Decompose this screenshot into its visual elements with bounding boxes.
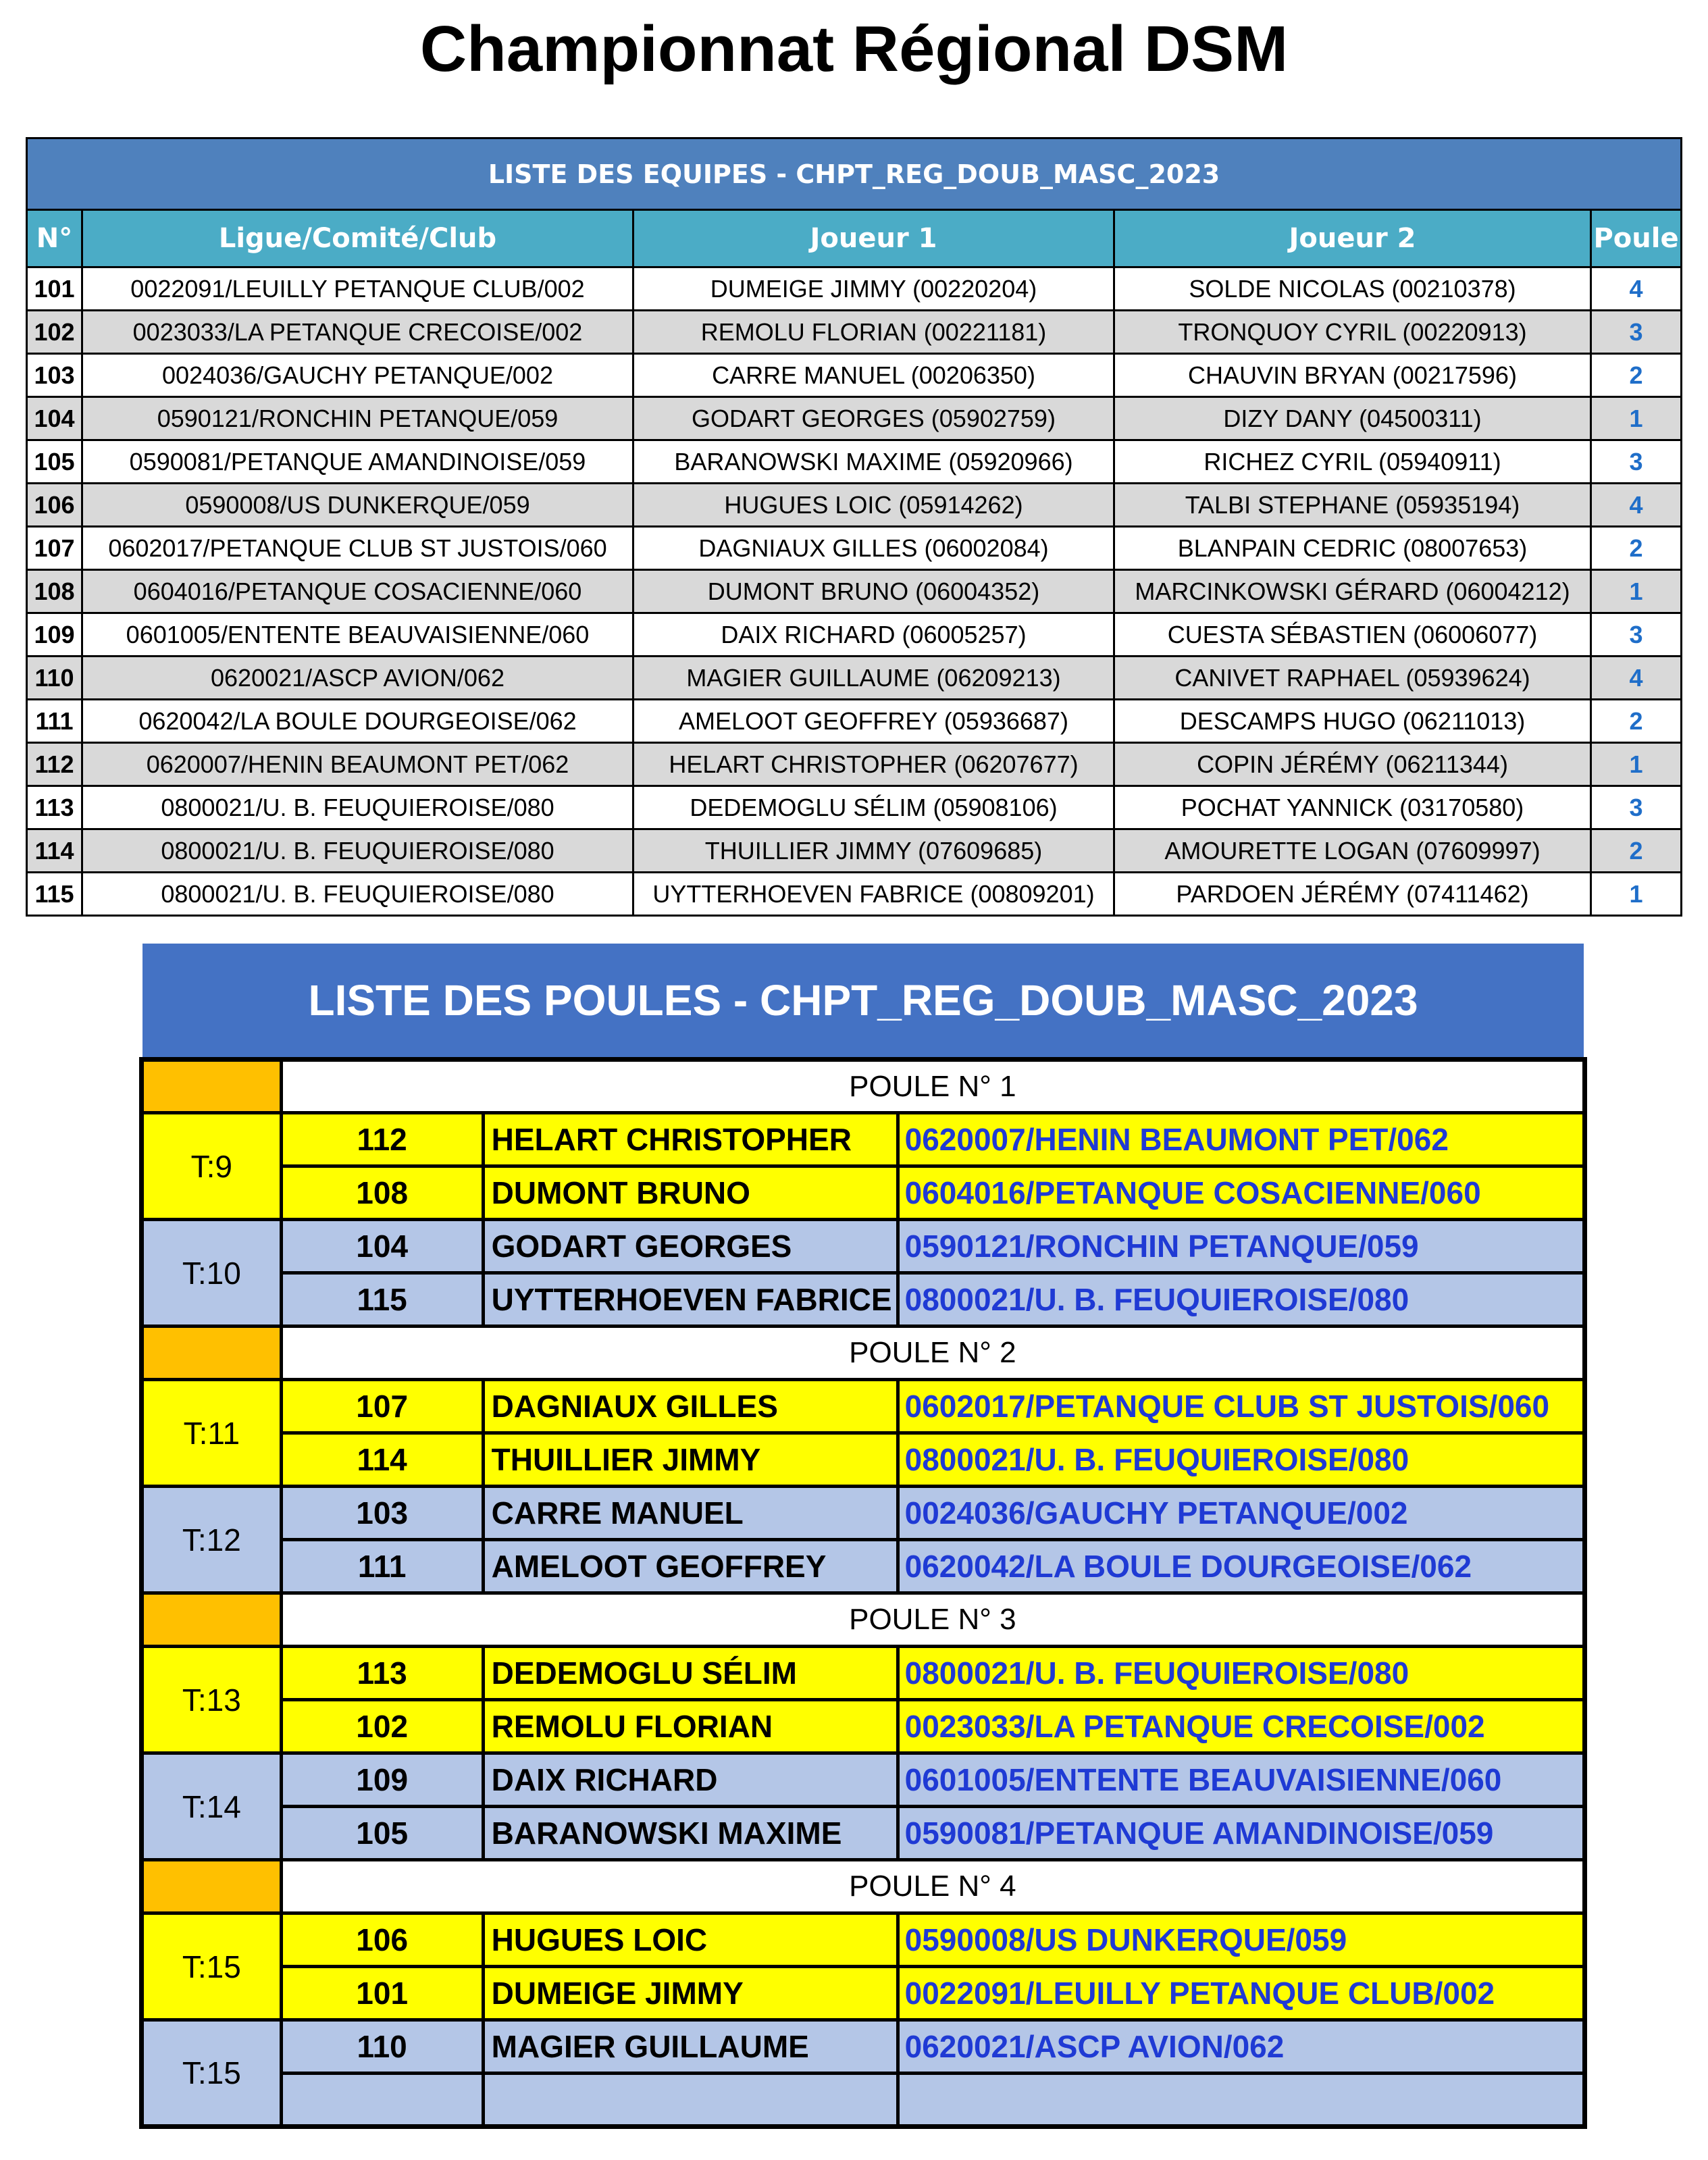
team-club: 0590121/RONCHIN PETANQUE/059 xyxy=(898,1220,1584,1273)
team-num: 109 xyxy=(281,1753,483,1807)
team-num: 114 xyxy=(27,829,82,873)
team-num: 115 xyxy=(281,1273,483,1327)
poules-table xyxy=(139,1057,1587,2129)
team-club: 0601005/ENTENTE BEAUVAISIENNE/060 xyxy=(898,1753,1584,1807)
team-num: 106 xyxy=(281,1913,483,1967)
table-assignment: T:14 xyxy=(142,1753,282,1860)
team-name: MAGIER GUILLAUME xyxy=(483,2020,898,2074)
player-1: UYTTERHOEVEN FABRICE (00809201) xyxy=(633,873,1114,916)
team-name: GODART GEORGES xyxy=(483,1220,898,1273)
team-poule: 3 xyxy=(1591,440,1682,484)
team-num: 113 xyxy=(27,786,82,829)
list-item xyxy=(142,1113,1585,1166)
team-num: 102 xyxy=(281,1700,483,1753)
team-poule: 1 xyxy=(1591,873,1682,916)
player-1: DAGNIAUX GILLES (06002084) xyxy=(633,527,1114,570)
team-num: 108 xyxy=(281,1166,483,1220)
team-num: 101 xyxy=(27,267,82,311)
list-item xyxy=(142,1913,1585,1967)
team-name: DUMONT BRUNO xyxy=(483,1166,898,1220)
header-num: N° xyxy=(27,210,82,267)
team-club: 0590081/PETANQUE AMANDINOISE/059 xyxy=(898,1807,1584,1860)
list-item xyxy=(142,1487,1585,1540)
player-2: CHAUVIN BRYAN (00217596) xyxy=(1114,354,1591,397)
team-poule: 1 xyxy=(1591,743,1682,786)
team-name: HELART CHRISTOPHER xyxy=(483,1113,898,1166)
team-name: CARRE MANUEL xyxy=(483,1487,898,1540)
player-2: DESCAMPS HUGO (06211013) xyxy=(1114,700,1591,743)
team-num xyxy=(281,2074,483,2127)
team-club: 0602017/PETANQUE CLUB ST JUSTOIS/060 xyxy=(82,527,633,570)
player-2: TALBI STEPHANE (05935194) xyxy=(1114,484,1591,527)
player-2: PARDOEN JÉRÉMY (07411462) xyxy=(1114,873,1591,916)
table-row xyxy=(27,267,1682,311)
team-num: 102 xyxy=(27,311,82,354)
table-row xyxy=(27,484,1682,527)
team-poule: 3 xyxy=(1591,311,1682,354)
team-club: 0602017/PETANQUE CLUB ST JUSTOIS/060 xyxy=(898,1380,1584,1433)
team-name: THUILLIER JIMMY xyxy=(483,1433,898,1487)
team-club: 0590008/US DUNKERQUE/059 xyxy=(82,484,633,527)
player-1: THUILLIER JIMMY (07609685) xyxy=(633,829,1114,873)
list-item xyxy=(142,1647,1585,1700)
team-club: 0024036/GAUCHY PETANQUE/002 xyxy=(82,354,633,397)
table-row xyxy=(27,397,1682,440)
team-num: 110 xyxy=(281,2020,483,2074)
list-item xyxy=(142,1753,1585,1807)
player-1: BARANOWSKI MAXIME (05920966) xyxy=(633,440,1114,484)
player-1: DAIX RICHARD (06005257) xyxy=(633,613,1114,657)
teams-table-title: LISTE DES EQUIPES - CHPT_REG_DOUB_MASC_2023 xyxy=(27,138,1682,210)
team-club: 0620007/HENIN BEAUMONT PET/062 xyxy=(82,743,633,786)
team-club: 0604016/PETANQUE COSACIENNE/060 xyxy=(82,570,633,613)
team-club: 0620021/ASCP AVION/062 xyxy=(82,657,633,700)
list-item xyxy=(142,1967,1585,2020)
list-item xyxy=(142,1273,1585,1327)
table-row xyxy=(27,570,1682,613)
team-num: 101 xyxy=(281,1967,483,2020)
player-1: MAGIER GUILLAUME (06209213) xyxy=(633,657,1114,700)
team-club: 0800021/U. B. FEUQUIEROISE/080 xyxy=(82,829,633,873)
team-name: BARANOWSKI MAXIME xyxy=(483,1807,898,1860)
team-club: 0800021/U. B. FEUQUIEROISE/080 xyxy=(898,1647,1584,1700)
team-num: 110 xyxy=(27,657,82,700)
team-club: 0620007/HENIN BEAUMONT PET/062 xyxy=(898,1113,1584,1166)
table-row xyxy=(27,829,1682,873)
player-1: DEDEMOGLU SÉLIM (05908106) xyxy=(633,786,1114,829)
player-1: HELART CHRISTOPHER (06207677) xyxy=(633,743,1114,786)
team-name xyxy=(483,2074,898,2127)
team-num: 112 xyxy=(281,1113,483,1166)
team-poule: 3 xyxy=(1591,786,1682,829)
table-assignment: T:10 xyxy=(142,1220,282,1327)
team-num: 109 xyxy=(27,613,82,657)
player-1: GODART GEORGES (05902759) xyxy=(633,397,1114,440)
list-item xyxy=(142,1166,1585,1220)
poule-header-row xyxy=(142,1060,1585,1113)
table-row xyxy=(27,440,1682,484)
player-1: REMOLU FLORIAN (00221181) xyxy=(633,311,1114,354)
team-num: 114 xyxy=(281,1433,483,1487)
player-1: AMELOOT GEOFFREY (05936687) xyxy=(633,700,1114,743)
team-name: REMOLU FLORIAN xyxy=(483,1700,898,1753)
list-item xyxy=(142,1807,1585,1860)
table-assignment: T:13 xyxy=(142,1647,282,1753)
table-row xyxy=(27,700,1682,743)
team-poule: 2 xyxy=(1591,829,1682,873)
poule-marker xyxy=(142,1860,282,1913)
player-2: SOLDE NICOLAS (00210378) xyxy=(1114,267,1591,311)
team-club: 0590008/US DUNKERQUE/059 xyxy=(898,1913,1584,1967)
table-row xyxy=(27,527,1682,570)
player-1: DUMONT BRUNO (06004352) xyxy=(633,570,1114,613)
table-row xyxy=(27,613,1682,657)
list-item xyxy=(142,1380,1585,1433)
team-club: 0620042/LA BOULE DOURGEOISE/062 xyxy=(82,700,633,743)
team-club: 0620021/ASCP AVION/062 xyxy=(898,2020,1584,2074)
list-item xyxy=(142,1433,1585,1487)
team-club xyxy=(898,2074,1584,2127)
team-poule: 4 xyxy=(1591,267,1682,311)
table-assignment: T:11 xyxy=(142,1380,282,1487)
team-name: DAIX RICHARD xyxy=(483,1753,898,1807)
table-assignment: T:15 xyxy=(142,2020,282,2127)
table-row xyxy=(27,354,1682,397)
team-num: 106 xyxy=(27,484,82,527)
player-2: RICHEZ CYRIL (05940911) xyxy=(1114,440,1591,484)
team-club: 0023033/LA PETANQUE CRECOISE/002 xyxy=(898,1700,1584,1753)
team-name: AMELOOT GEOFFREY xyxy=(483,1540,898,1593)
team-name: UYTTERHOEVEN FABRICE xyxy=(483,1273,898,1327)
player-1: DUMEIGE JIMMY (00220204) xyxy=(633,267,1114,311)
player-2: TRONQUOY CYRIL (00220913) xyxy=(1114,311,1591,354)
team-club: 0022091/LEUILLY PETANQUE CLUB/002 xyxy=(898,1967,1584,2020)
teams-table xyxy=(26,137,1682,917)
team-num: 103 xyxy=(27,354,82,397)
team-name: DEDEMOGLU SÉLIM xyxy=(483,1647,898,1700)
team-name: DAGNIAUX GILLES xyxy=(483,1380,898,1433)
poules-title: LISTE DES POULES - CHPT_REG_DOUB_MASC_2023 xyxy=(143,944,1584,1057)
team-club: 0604016/PETANQUE COSACIENNE/060 xyxy=(898,1166,1584,1220)
team-club: 0620042/LA BOULE DOURGEOISE/062 xyxy=(898,1540,1584,1593)
team-poule: 3 xyxy=(1591,613,1682,657)
team-club: 0023033/LA PETANQUE CRECOISE/002 xyxy=(82,311,633,354)
poule-label: POULE N° 1 xyxy=(281,1060,1584,1113)
team-club: 0800021/U. B. FEUQUIEROISE/080 xyxy=(82,786,633,829)
team-num: 107 xyxy=(281,1380,483,1433)
team-num: 115 xyxy=(27,873,82,916)
poule-marker xyxy=(142,1060,282,1113)
player-2: BLANPAIN CEDRIC (08007653) xyxy=(1114,527,1591,570)
team-club: 0800021/U. B. FEUQUIEROISE/080 xyxy=(82,873,633,916)
poule-header-row xyxy=(142,1860,1585,1913)
team-name: DUMEIGE JIMMY xyxy=(483,1967,898,2020)
list-item xyxy=(142,2020,1585,2074)
poule-label: POULE N° 4 xyxy=(281,1860,1584,1913)
team-poule: 1 xyxy=(1591,570,1682,613)
list-item xyxy=(142,1220,1585,1273)
team-club: 0590121/RONCHIN PETANQUE/059 xyxy=(82,397,633,440)
player-2: DIZY DANY (04500311) xyxy=(1114,397,1591,440)
team-poule: 2 xyxy=(1591,700,1682,743)
player-2: CANIVET RAPHAEL (05939624) xyxy=(1114,657,1591,700)
team-poule: 4 xyxy=(1591,484,1682,527)
team-club: 0022091/LEUILLY PETANQUE CLUB/002 xyxy=(82,267,633,311)
team-club: 0800021/U. B. FEUQUIEROISE/080 xyxy=(898,1433,1584,1487)
team-num: 105 xyxy=(281,1807,483,1860)
list-item xyxy=(142,2074,1585,2127)
table-assignment: T:15 xyxy=(142,1913,282,2020)
team-club: 0800021/U. B. FEUQUIEROISE/080 xyxy=(898,1273,1584,1327)
team-poule: 2 xyxy=(1591,527,1682,570)
team-club: 0590081/PETANQUE AMANDINOISE/059 xyxy=(82,440,633,484)
list-item xyxy=(142,1700,1585,1753)
player-2: CUESTA SÉBASTIEN (06006077) xyxy=(1114,613,1591,657)
team-num: 107 xyxy=(27,527,82,570)
poule-marker xyxy=(142,1593,282,1647)
player-2: MARCINKOWSKI GÉRARD (06004212) xyxy=(1114,570,1591,613)
list-item xyxy=(142,1540,1585,1593)
team-num: 112 xyxy=(27,743,82,786)
team-num: 104 xyxy=(281,1220,483,1273)
header-player-2: Joueur 2 xyxy=(1114,210,1591,267)
poule-header-row xyxy=(142,1593,1585,1647)
table-assignment: T:9 xyxy=(142,1113,282,1220)
teams-table-title-row xyxy=(27,138,1682,210)
player-1: HUGUES LOIC (05914262) xyxy=(633,484,1114,527)
header-player-1: Joueur 1 xyxy=(633,210,1114,267)
player-2: AMOURETTE LOGAN (07609997) xyxy=(1114,829,1591,873)
team-num: 108 xyxy=(27,570,82,613)
header-poule: Poule xyxy=(1591,210,1682,267)
table-row xyxy=(27,873,1682,916)
table-row xyxy=(27,743,1682,786)
team-poule: 2 xyxy=(1591,354,1682,397)
poule-label: POULE N° 3 xyxy=(281,1593,1584,1647)
team-name: HUGUES LOIC xyxy=(483,1913,898,1967)
player-1: CARRE MANUEL (00206350) xyxy=(633,354,1114,397)
team-num: 111 xyxy=(27,700,82,743)
team-club: 0024036/GAUCHY PETANQUE/002 xyxy=(898,1487,1584,1540)
player-2: POCHAT YANNICK (03170580) xyxy=(1114,786,1591,829)
player-2: COPIN JÉRÉMY (06211344) xyxy=(1114,743,1591,786)
table-row xyxy=(27,311,1682,354)
header-club: Ligue/Comité/Club xyxy=(82,210,633,267)
team-num: 104 xyxy=(27,397,82,440)
team-num: 113 xyxy=(281,1647,483,1700)
team-poule: 4 xyxy=(1591,657,1682,700)
teams-table-header xyxy=(27,210,1682,267)
team-num: 103 xyxy=(281,1487,483,1540)
team-num: 111 xyxy=(281,1540,483,1593)
poule-marker xyxy=(142,1327,282,1380)
team-poule: 1 xyxy=(1591,397,1682,440)
page-title: Championnat Régional DSM xyxy=(419,13,1289,85)
poule-header-row xyxy=(142,1327,1585,1380)
table-row xyxy=(27,657,1682,700)
table-row xyxy=(27,786,1682,829)
team-club: 0601005/ENTENTE BEAUVAISIENNE/060 xyxy=(82,613,633,657)
team-num: 105 xyxy=(27,440,82,484)
table-assignment: T:12 xyxy=(142,1487,282,1593)
poule-label: POULE N° 2 xyxy=(281,1327,1584,1380)
